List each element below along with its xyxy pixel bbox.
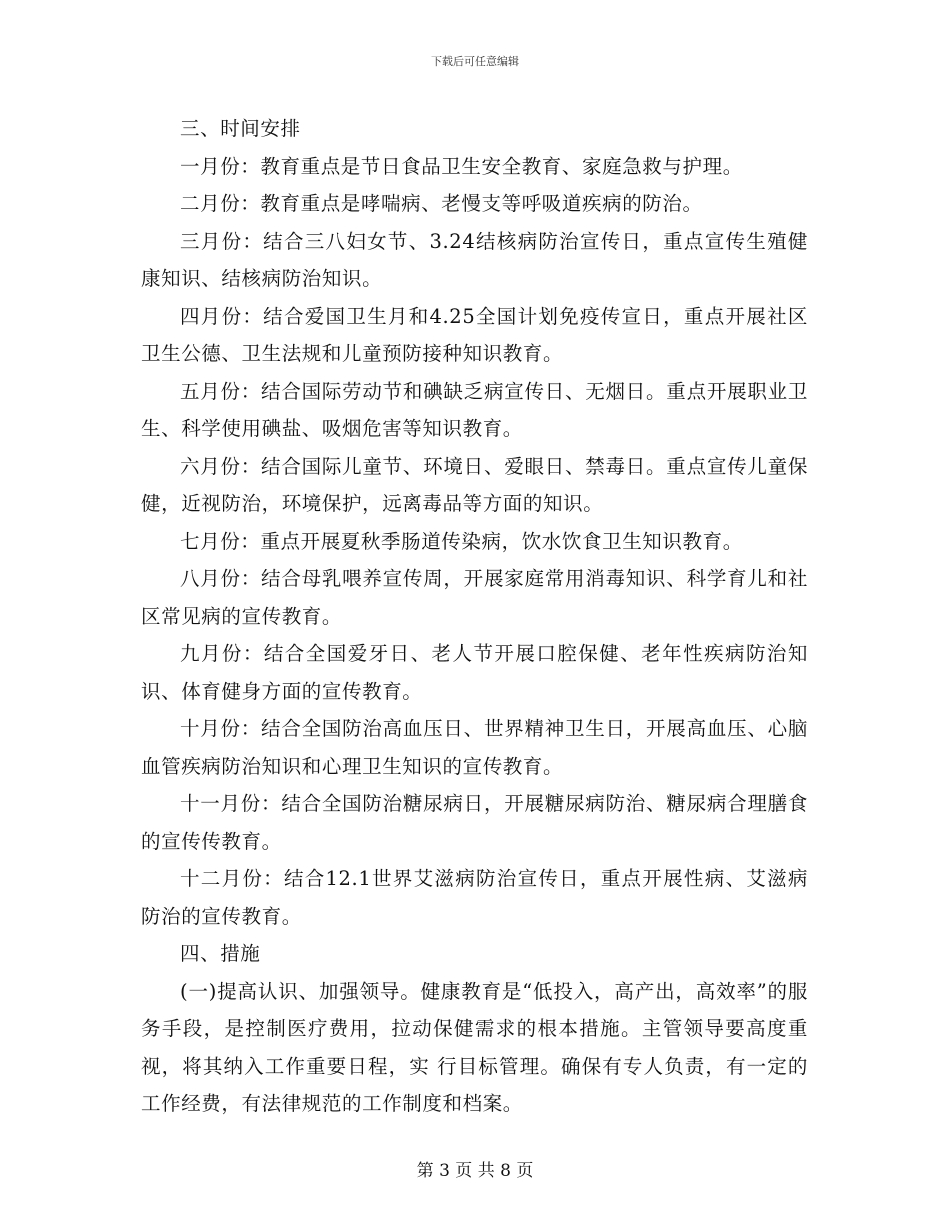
section-heading-measures: 四、措施 <box>180 942 261 965</box>
page-header: 下载后可任意编辑 <box>431 55 519 68</box>
section-heading-schedule: 三、时间安排 <box>180 117 301 140</box>
paragraph-april: 四月份：结合爱国卫生月和4.25全国计划免疫传宣日，重点开展社区卫生公德、卫生法规和儿童预防接种知识教育。 <box>141 304 808 365</box>
paragraph-february: 二月份：教育重点是哮喘病、老慢支等呼吸道疾病的防治。 <box>180 192 703 215</box>
paragraph-october: 十月份：结合全国防治高血压日、世界精神卫生日，开展高血压、心脑血管疾病防治知识和心理卫生知识的宣传教育。 <box>141 717 808 778</box>
paragraph-measure-1: (一)提高认识、加强领导。健康教育是“低投入，高产出，高效率”的服务手段，是控制医疗费用，拉动保健需求的根本措施。主管领导要高度重视，将其纳入工作重要日程，实 行目标管理。确保有专人负责，有一定的工作经费，有法律规范的工作制度和档案。 <box>141 979 808 1115</box>
paragraph-june: 六月份：结合国际儿童节、环境日、爱眼日、禁毒日。重点宣传儿童保健，近视防治，环境保护，远离毒品等方面的知识。 <box>141 454 808 515</box>
paragraph-august: 八月份：结合母乳喂养宣传周，开展家庭常用消毒知识、科学育儿和社区常见病的宣传教育。 <box>141 567 808 628</box>
paragraph-november: 十一月份：结合全国防治糖尿病日，开展糖尿病防治、糖尿病合理膳食的宣传传教育。 <box>141 792 808 853</box>
paragraph-march: 三月份：结合三八妇女节、3.24结核病防治宣传日，重点宣传生殖健康知识、结核病防治知识。 <box>141 229 808 290</box>
paragraph-september: 九月份：结合全国爱牙日、老人节开展口腔保健、老年性疾病防治知识、体育健身方面的宣传教育。 <box>141 642 808 703</box>
paragraph-january: 一月份：教育重点是节日食品卫生安全教育、家庭急救与护理。 <box>180 154 743 178</box>
paragraph-december: 十二月份：结合12.1世界艾滋病防治宣传日，重点开展性病、艾滋病防治的宣传教育。 <box>141 867 808 928</box>
page-footer: 第 3 页 共 8 页 <box>416 1161 534 1181</box>
document-body <box>141 110 808 1123</box>
paragraph-july: 七月份：重点开展夏秋季肠道传染病，饮水饮食卫生知识教育。 <box>180 529 743 553</box>
paragraph-may: 五月份：结合国际劳动节和碘缺乏病宣传日、无烟日。重点开展职业卫生、科学使用碘盐、吸烟危害等知识教育。 <box>141 379 808 440</box>
